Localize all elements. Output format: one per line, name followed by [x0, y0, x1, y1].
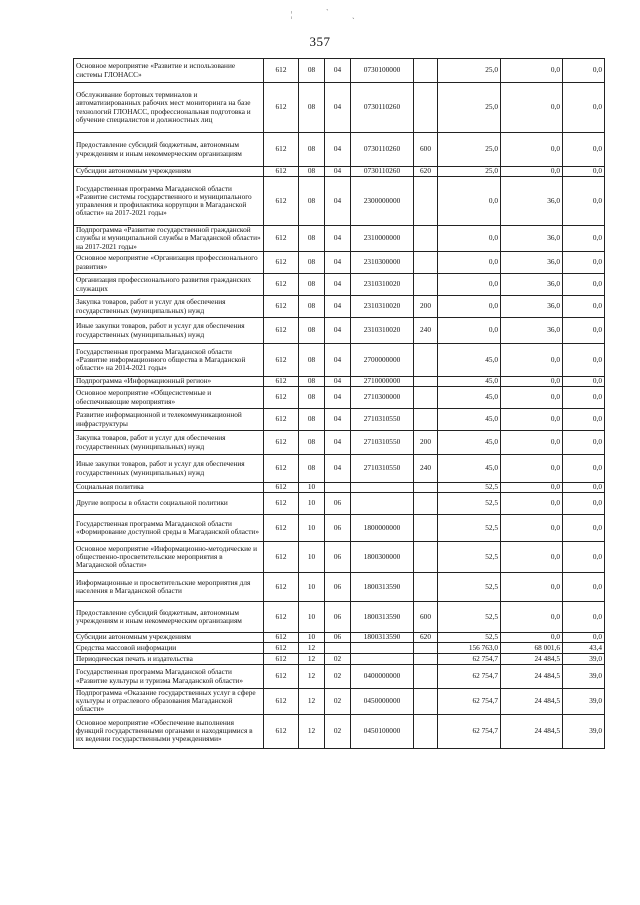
cell-v3: 39,0 — [563, 654, 605, 665]
cell-v3: 39,0 — [563, 689, 605, 715]
cell-v1: 52,5 — [438, 542, 501, 573]
cell-v2: 0,0 — [501, 387, 563, 409]
cell-name: Закупка товаров, работ и услуг для обеспечения государственных (муниципальных) нужд — [74, 431, 264, 455]
cell-v2: 36,0 — [501, 318, 563, 344]
cell-v3: 0,0 — [563, 409, 605, 431]
cell-section: 08 — [299, 274, 325, 296]
scan-mark-3: ˏ — [352, 10, 355, 19]
cell-v3: 0,0 — [563, 377, 605, 387]
cell-type — [414, 483, 438, 493]
cell-admin: 612 — [264, 602, 299, 633]
cell-target: 2710300000 — [351, 387, 414, 409]
cell-type: 200 — [414, 431, 438, 455]
cell-target: 0730110260 — [351, 133, 414, 167]
cell-type — [414, 542, 438, 573]
cell-target: 1800300000 — [351, 542, 414, 573]
cell-target — [351, 654, 414, 665]
cell-name: Развитие информационной и телекоммуникационной инфраструктуры — [74, 409, 264, 431]
cell-type — [414, 654, 438, 665]
cell-v3: 0,0 — [563, 542, 605, 573]
cell-target: 0730110260 — [351, 167, 414, 177]
cell-type: 240 — [414, 318, 438, 344]
cell-section: 08 — [299, 226, 325, 252]
cell-v2: 0,0 — [501, 633, 563, 643]
cell-target: 0730100000 — [351, 59, 414, 83]
cell-v2: 36,0 — [501, 177, 563, 226]
cell-admin: 612 — [264, 633, 299, 643]
table-body — [74, 59, 605, 749]
cell-name: Основное мероприятие «Общесистемные и обеспечивающие мероприятия» — [74, 387, 264, 409]
cell-section: 12 — [299, 689, 325, 715]
table-row — [74, 83, 605, 133]
cell-name: Информационные и просветительские мероприятия для населения в Магаданской области — [74, 573, 264, 602]
cell-v1: 45,0 — [438, 409, 501, 431]
cell-section: 10 — [299, 602, 325, 633]
cell-section: 10 — [299, 515, 325, 542]
table-row — [74, 431, 605, 455]
cell-section: 08 — [299, 344, 325, 377]
cell-name: Основное мероприятие «Информационно-методические и общественно-просветительские мероприятия в Магаданской области» — [74, 542, 264, 573]
cell-name: Закупка товаров, работ и услуг для обеспечения государственных (муниципальных) нужд — [74, 296, 264, 318]
cell-v1: 45,0 — [438, 377, 501, 387]
cell-v2: 24 484,5 — [501, 654, 563, 665]
cell-subsection: 04 — [325, 167, 351, 177]
cell-section: 10 — [299, 493, 325, 515]
cell-type — [414, 377, 438, 387]
cell-subsection: 02 — [325, 654, 351, 665]
cell-section: 08 — [299, 133, 325, 167]
cell-admin: 612 — [264, 296, 299, 318]
table-row — [74, 665, 605, 689]
cell-admin: 612 — [264, 226, 299, 252]
cell-type — [414, 344, 438, 377]
table-row — [74, 344, 605, 377]
cell-admin: 612 — [264, 689, 299, 715]
cell-section: 08 — [299, 318, 325, 344]
cell-admin: 612 — [264, 177, 299, 226]
cell-name: Основное мероприятие «Обеспечение выполнения функций государственными органами и находящимися в их ведении государственными учреждениями» — [74, 714, 264, 748]
cell-subsection: 02 — [325, 714, 351, 748]
cell-admin: 612 — [264, 167, 299, 177]
cell-name: Социальная политика — [74, 483, 264, 493]
cell-v1: 62 754,7 — [438, 665, 501, 689]
cell-subsection: 04 — [325, 83, 351, 133]
cell-target: 1800313590 — [351, 633, 414, 643]
cell-name: Подпрограмма «Оказание государственных услуг в сфере культуры и отраслевого образования Магаданской области» — [74, 689, 264, 715]
cell-subsection — [325, 643, 351, 654]
table-row — [74, 633, 605, 643]
cell-subsection: 06 — [325, 542, 351, 573]
cell-v1: 52,5 — [438, 493, 501, 515]
cell-v2: 0,0 — [501, 515, 563, 542]
cell-subsection: 06 — [325, 515, 351, 542]
cell-v3: 0,0 — [563, 318, 605, 344]
cell-v3: 39,0 — [563, 714, 605, 748]
scan-mark-1: ¦ — [291, 10, 293, 19]
cell-v3: 0,0 — [563, 515, 605, 542]
cell-admin: 612 — [264, 59, 299, 83]
cell-v3: 0,0 — [563, 455, 605, 483]
cell-admin: 612 — [264, 377, 299, 387]
table-row — [74, 167, 605, 177]
table-row — [74, 542, 605, 573]
cell-v3: 0,0 — [563, 252, 605, 274]
cell-v1: 52,5 — [438, 515, 501, 542]
cell-admin: 612 — [264, 431, 299, 455]
cell-admin: 612 — [264, 252, 299, 274]
cell-name: Государственная программа Магаданской области «Формирование доступной среды в Магаданской области» — [74, 515, 264, 542]
cell-subsection: 06 — [325, 573, 351, 602]
cell-subsection: 04 — [325, 318, 351, 344]
cell-type — [414, 59, 438, 83]
cell-v3: 0,0 — [563, 602, 605, 633]
cell-target: 1800313590 — [351, 602, 414, 633]
table-row — [74, 455, 605, 483]
cell-v2: 0,0 — [501, 483, 563, 493]
cell-v2: 24 484,5 — [501, 689, 563, 715]
cell-target: 2300000000 — [351, 177, 414, 226]
cell-name: Государственная программа Магаданской области «Развитие системы государственного и муниципального управления и профилактика коррупции в Магаданской области» на 2017-2021 годы» — [74, 177, 264, 226]
cell-admin: 612 — [264, 714, 299, 748]
cell-subsection: 04 — [325, 274, 351, 296]
cell-v1: 52,5 — [438, 573, 501, 602]
cell-type — [414, 493, 438, 515]
cell-v2: 0,0 — [501, 59, 563, 83]
cell-v2: 36,0 — [501, 252, 563, 274]
cell-v3: 0,0 — [563, 493, 605, 515]
cell-v3: 0,0 — [563, 296, 605, 318]
cell-v1: 45,0 — [438, 344, 501, 377]
cell-admin: 612 — [264, 573, 299, 602]
cell-subsection: 04 — [325, 133, 351, 167]
cell-v2: 0,0 — [501, 409, 563, 431]
cell-v1: 0,0 — [438, 226, 501, 252]
cell-subsection: 06 — [325, 633, 351, 643]
cell-admin: 612 — [264, 483, 299, 493]
cell-v2: 0,0 — [501, 344, 563, 377]
cell-name: Государственная программа Магаданской области «Развитие информационного общества в Магаданской области» на 2014-2021 годы» — [74, 344, 264, 377]
cell-type — [414, 714, 438, 748]
cell-subsection: 04 — [325, 296, 351, 318]
cell-v2: 0,0 — [501, 455, 563, 483]
cell-v1: 0,0 — [438, 177, 501, 226]
cell-v2: 36,0 — [501, 296, 563, 318]
cell-v1: 52,5 — [438, 483, 501, 493]
cell-target: 2310000000 — [351, 226, 414, 252]
cell-name: Иные закупки товаров, работ и услуг для обеспечения государственных (муниципальных) нужд — [74, 455, 264, 483]
cell-name: Субсидии автономным учреждениям — [74, 167, 264, 177]
cell-v1: 52,5 — [438, 633, 501, 643]
cell-v3: 0,0 — [563, 83, 605, 133]
cell-target: 2310310020 — [351, 318, 414, 344]
cell-section: 08 — [299, 377, 325, 387]
cell-v3: 0,0 — [563, 226, 605, 252]
table-row — [74, 714, 605, 748]
table-row — [74, 515, 605, 542]
cell-section: 08 — [299, 167, 325, 177]
cell-section: 08 — [299, 296, 325, 318]
cell-type: 200 — [414, 296, 438, 318]
cell-v2: 0,0 — [501, 377, 563, 387]
cell-subsection: 04 — [325, 59, 351, 83]
cell-subsection — [325, 483, 351, 493]
cell-type: 620 — [414, 633, 438, 643]
table-row — [74, 643, 605, 654]
table-row — [74, 602, 605, 633]
cell-name: Средства массовой информации — [74, 643, 264, 654]
cell-name: Предоставление субсидий бюджетным, автономным учреждениям и иным некоммерческим организациям — [74, 133, 264, 167]
cell-target — [351, 493, 414, 515]
cell-section: 08 — [299, 409, 325, 431]
cell-section: 12 — [299, 665, 325, 689]
cell-admin: 612 — [264, 493, 299, 515]
cell-v1: 0,0 — [438, 252, 501, 274]
cell-target: 0730110260 — [351, 83, 414, 133]
cell-admin: 612 — [264, 643, 299, 654]
cell-admin: 612 — [264, 542, 299, 573]
cell-v2: 0,0 — [501, 602, 563, 633]
cell-subsection: 04 — [325, 344, 351, 377]
cell-v3: 0,0 — [563, 274, 605, 296]
table-row — [74, 252, 605, 274]
cell-section: 08 — [299, 431, 325, 455]
cell-type — [414, 515, 438, 542]
cell-name: Подпрограмма «Информационный регион» — [74, 377, 264, 387]
cell-name: Подпрограмма «Развитие государственной гражданской службы и муниципальной службы в Магаданской области» на 2017-2021 годы» — [74, 226, 264, 252]
cell-target: 2310300000 — [351, 252, 414, 274]
table-row — [74, 296, 605, 318]
table-row — [74, 177, 605, 226]
cell-target: 2710000000 — [351, 377, 414, 387]
cell-v1: 0,0 — [438, 274, 501, 296]
cell-section: 08 — [299, 455, 325, 483]
cell-name: Основное мероприятие «Организация профессионального развития» — [74, 252, 264, 274]
table-row — [74, 573, 605, 602]
cell-v3: 0,0 — [563, 633, 605, 643]
cell-section: 08 — [299, 177, 325, 226]
cell-section: 12 — [299, 654, 325, 665]
cell-type — [414, 409, 438, 431]
cell-target: 2310310020 — [351, 296, 414, 318]
cell-v2: 0,0 — [501, 573, 563, 602]
cell-admin: 612 — [264, 665, 299, 689]
cell-type — [414, 226, 438, 252]
table-row — [74, 274, 605, 296]
table-row — [74, 387, 605, 409]
cell-section: 10 — [299, 633, 325, 643]
cell-type: 620 — [414, 167, 438, 177]
cell-target: 0400000000 — [351, 665, 414, 689]
cell-v2: 24 484,5 — [501, 714, 563, 748]
cell-name: Основное мероприятие «Развитие и использование системы ГЛОНАСС» — [74, 59, 264, 83]
cell-v2: 0,0 — [501, 167, 563, 177]
cell-subsection: 02 — [325, 665, 351, 689]
cell-section: 08 — [299, 252, 325, 274]
cell-v2: 0,0 — [501, 542, 563, 573]
cell-v3: 0,0 — [563, 573, 605, 602]
cell-target: 2710310550 — [351, 409, 414, 431]
cell-subsection: 04 — [325, 252, 351, 274]
cell-subsection: 04 — [325, 226, 351, 252]
cell-v1: 156 763,0 — [438, 643, 501, 654]
cell-section: 10 — [299, 573, 325, 602]
cell-v1: 25,0 — [438, 59, 501, 83]
cell-v3: 0,0 — [563, 483, 605, 493]
cell-type — [414, 665, 438, 689]
cell-v3: 0,0 — [563, 59, 605, 83]
cell-section: 12 — [299, 714, 325, 748]
cell-admin: 612 — [264, 409, 299, 431]
table-row — [74, 59, 605, 83]
cell-admin: 612 — [264, 133, 299, 167]
cell-type — [414, 689, 438, 715]
cell-subsection: 02 — [325, 689, 351, 715]
cell-target: 1800000000 — [351, 515, 414, 542]
cell-admin: 612 — [264, 274, 299, 296]
cell-type — [414, 387, 438, 409]
cell-v2: 0,0 — [501, 431, 563, 455]
cell-v3: 0,0 — [563, 177, 605, 226]
cell-v1: 25,0 — [438, 133, 501, 167]
cell-v2: 36,0 — [501, 226, 563, 252]
cell-v1: 45,0 — [438, 431, 501, 455]
cell-type — [414, 177, 438, 226]
cell-target — [351, 483, 414, 493]
cell-name: Организация профессионального развития гражданских служащих — [74, 274, 264, 296]
cell-subsection: 04 — [325, 177, 351, 226]
cell-target: 2310310020 — [351, 274, 414, 296]
cell-v2: 24 484,5 — [501, 665, 563, 689]
cell-type — [414, 573, 438, 602]
cell-subsection: 06 — [325, 602, 351, 633]
cell-admin: 612 — [264, 344, 299, 377]
cell-type — [414, 252, 438, 274]
cell-section: 12 — [299, 643, 325, 654]
cell-v1: 25,0 — [438, 167, 501, 177]
cell-v1: 25,0 — [438, 83, 501, 133]
cell-name: Государственная программа Магаданской области «Развитие культуры и туризма Магаданской области» — [74, 665, 264, 689]
cell-name: Иные закупки товаров, работ и услуг для обеспечения государственных (муниципальных) нужд — [74, 318, 264, 344]
cell-type: 600 — [414, 602, 438, 633]
table-row — [74, 483, 605, 493]
cell-target — [351, 643, 414, 654]
cell-v1: 62 754,7 — [438, 689, 501, 715]
cell-section: 08 — [299, 83, 325, 133]
table-row — [74, 377, 605, 387]
cell-admin: 612 — [264, 387, 299, 409]
cell-name: Субсидии автономным учреждениям — [74, 633, 264, 643]
cell-v3: 0,0 — [563, 167, 605, 177]
cell-type — [414, 274, 438, 296]
cell-section: 10 — [299, 483, 325, 493]
table-row — [74, 654, 605, 665]
cell-v1: 62 754,7 — [438, 714, 501, 748]
table-row — [74, 689, 605, 715]
cell-v3: 0,0 — [563, 387, 605, 409]
budget-table — [73, 58, 605, 749]
cell-subsection: 04 — [325, 455, 351, 483]
table-row — [74, 409, 605, 431]
cell-type: 240 — [414, 455, 438, 483]
cell-v2: 68 001,6 — [501, 643, 563, 654]
cell-v2: 0,0 — [501, 83, 563, 133]
cell-v2: 0,0 — [501, 133, 563, 167]
cell-admin: 612 — [264, 318, 299, 344]
page-number: 357 — [309, 34, 331, 49]
cell-admin: 612 — [264, 654, 299, 665]
cell-target: 1800313590 — [351, 573, 414, 602]
cell-subsection: 06 — [325, 493, 351, 515]
cell-subsection: 04 — [325, 409, 351, 431]
cell-subsection: 04 — [325, 431, 351, 455]
cell-section: 08 — [299, 387, 325, 409]
cell-admin: 612 — [264, 83, 299, 133]
cell-v3: 0,0 — [563, 431, 605, 455]
cell-section: 10 — [299, 542, 325, 573]
cell-admin: 612 — [264, 515, 299, 542]
cell-v1: 62 754,7 — [438, 654, 501, 665]
cell-target: 2710310550 — [351, 455, 414, 483]
cell-v3: 43,4 — [563, 643, 605, 654]
cell-target: 2700000000 — [351, 344, 414, 377]
cell-section: 08 — [299, 59, 325, 83]
cell-v2: 0,0 — [501, 493, 563, 515]
cell-v1: 0,0 — [438, 318, 501, 344]
cell-v1: 45,0 — [438, 455, 501, 483]
cell-v3: 0,0 — [563, 344, 605, 377]
table-row — [74, 493, 605, 515]
cell-type: 600 — [414, 133, 438, 167]
cell-v3: 39,0 — [563, 665, 605, 689]
cell-v1: 52,5 — [438, 602, 501, 633]
cell-type — [414, 83, 438, 133]
cell-name: Другие вопросы в области социальной политики — [74, 493, 264, 515]
cell-v1: 0,0 — [438, 296, 501, 318]
table-row — [74, 226, 605, 252]
scan-mark-2: ˋ — [326, 8, 329, 17]
table-row — [74, 133, 605, 167]
cell-name: Предоставление субсидий бюджетным, автономным учреждениям и иным некоммерческим организациям — [74, 602, 264, 633]
cell-subsection: 04 — [325, 377, 351, 387]
cell-v2: 36,0 — [501, 274, 563, 296]
cell-target: 0450100000 — [351, 714, 414, 748]
cell-target: 2710310550 — [351, 431, 414, 455]
cell-name: Обслуживание бортовых терминалов и автоматизированных рабочих мест мониторинга на базе технологий ГЛОНАСС, профессиональная подготовка и обучение специалистов и должностных лиц — [74, 83, 264, 133]
cell-name: Периодическая печать и издательства — [74, 654, 264, 665]
cell-subsection: 04 — [325, 387, 351, 409]
cell-admin: 612 — [264, 455, 299, 483]
cell-v1: 45,0 — [438, 387, 501, 409]
table-row — [74, 318, 605, 344]
cell-type — [414, 643, 438, 654]
cell-v3: 0,0 — [563, 133, 605, 167]
cell-target: 0450000000 — [351, 689, 414, 715]
